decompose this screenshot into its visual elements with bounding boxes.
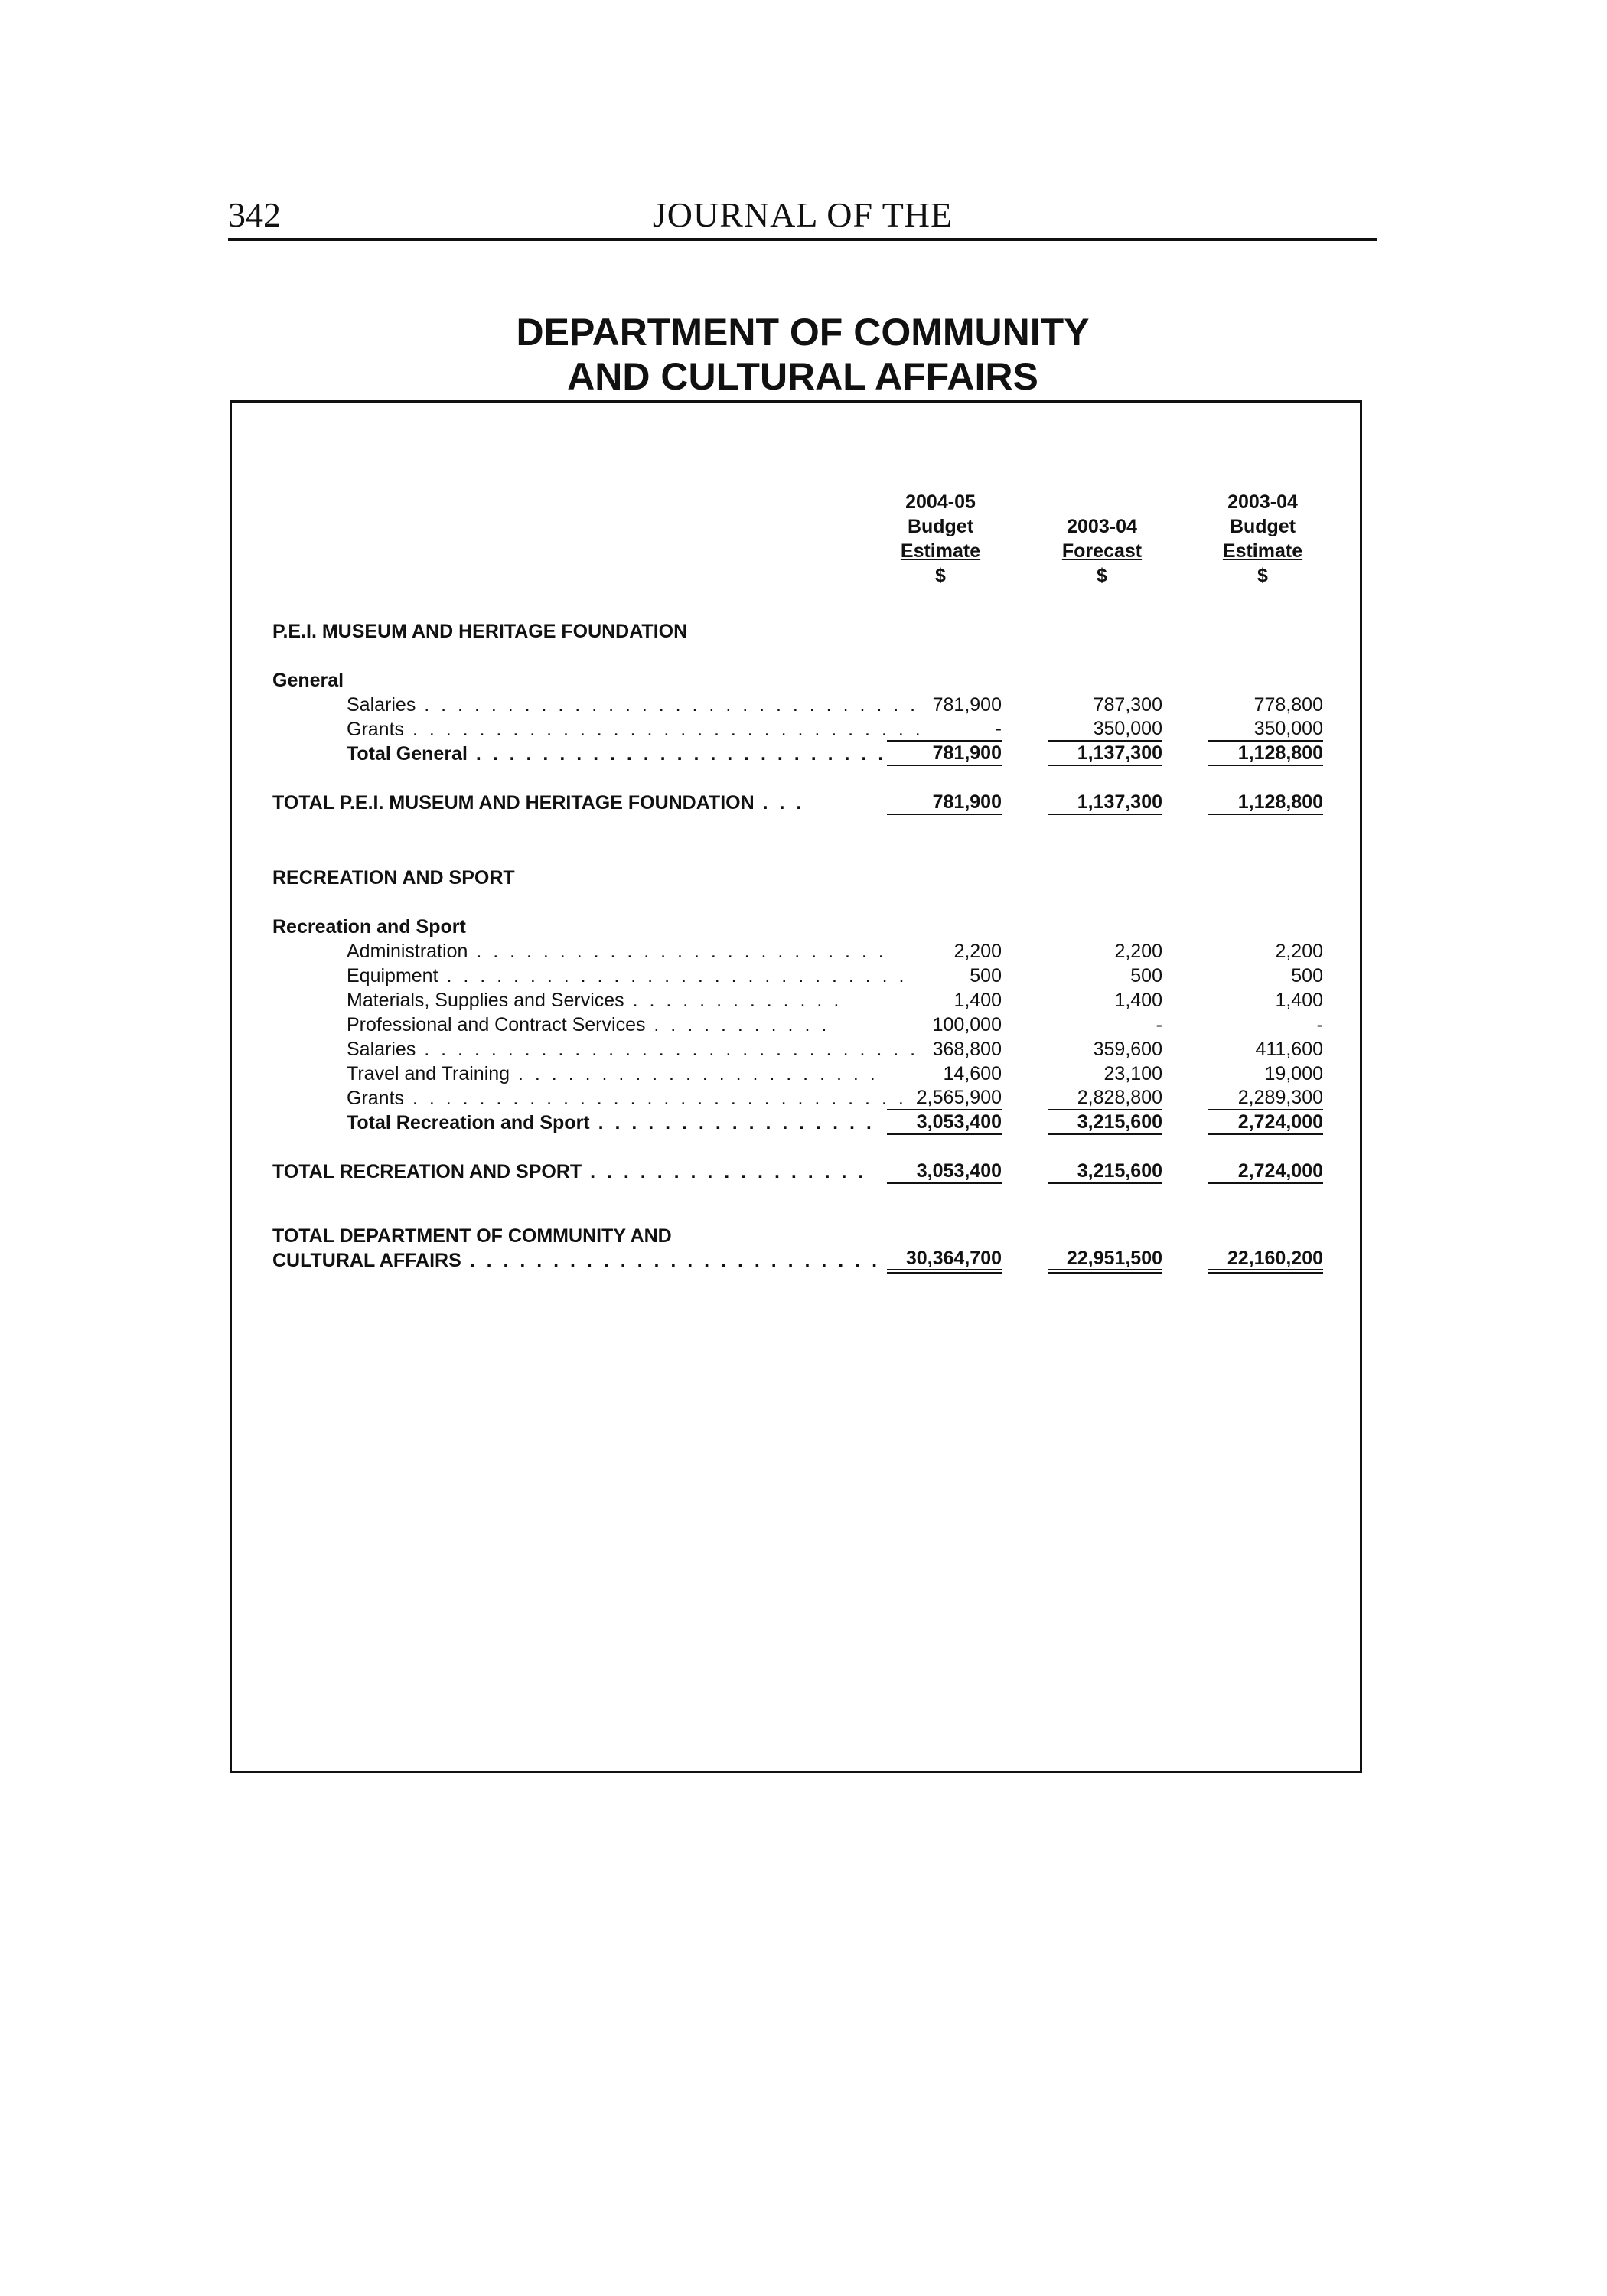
journal-title: JOURNAL OF THE: [652, 195, 953, 234]
running-header: [228, 195, 1377, 241]
amount-cell: 778,800: [1253, 694, 1323, 716]
row-label: [272, 915, 831, 939]
amount-cell: 500: [1130, 965, 1162, 987]
amount-cell: 781,900: [887, 791, 1002, 815]
leader-dots: . . . . . . . . . . . . . . . . . . . . . . . . .: [461, 1250, 881, 1271]
department-title: [228, 310, 1377, 399]
title-line-1: DEPARTMENT OF COMMUNITY: [516, 311, 1090, 354]
amount-cell: 2,200: [953, 941, 1002, 962]
amount-cell: 2,289,300: [1208, 1086, 1323, 1110]
amount-cell: 500: [1291, 965, 1323, 987]
amount-cell: 22,160,200: [1208, 1248, 1323, 1274]
table-row: [272, 1224, 1328, 1248]
leader-dots: . . . . . . . . . . . . . . . . . . . . . . . . .: [468, 941, 887, 962]
amount-cell: 350,000: [1048, 717, 1162, 742]
amount-cell: 3,053,400: [887, 1110, 1002, 1135]
amount-cell: 350,000: [1208, 717, 1323, 742]
table-row: [272, 1037, 1328, 1062]
table-row: [272, 964, 1328, 988]
amount-cell: 1,128,800: [1208, 791, 1323, 815]
table-row: [272, 1013, 1328, 1037]
row-label-text: CULTURAL AFFAIRS: [272, 1250, 461, 1271]
row-label: [272, 1248, 881, 1273]
table-row: [272, 915, 1328, 939]
leader-dots: . . . . . . . . . . . . . . . . . . . . . . . . . . . . . .: [416, 694, 919, 716]
row-label: [347, 964, 908, 988]
row-label: [347, 1037, 919, 1062]
title-line-2: AND CULTURAL AFFAIRS: [567, 355, 1038, 398]
amount-cell: -: [1316, 1014, 1323, 1035]
amount-cell: 14,600: [943, 1063, 1002, 1084]
table-row: [272, 693, 1328, 717]
row-label-text: TOTAL P.E.I. MUSEUM AND HERITAGE FOUNDATION: [272, 792, 755, 814]
row-label: [347, 1013, 831, 1037]
amount-cell: 30,364,700: [887, 1248, 1002, 1274]
table-row: [272, 1248, 1328, 1273]
amount-cell: -: [887, 717, 1002, 742]
leader-dots: . . . . . . . . . . . . . . . . . . . . . .: [510, 1063, 878, 1084]
row-label-text: Equipment: [347, 965, 438, 987]
row-label-text: Salaries: [347, 1039, 416, 1060]
page-number: 342: [228, 195, 281, 234]
table-row: [272, 1086, 1328, 1110]
table-row: [272, 1062, 1328, 1086]
amount-cell: 1,400: [1275, 990, 1323, 1011]
row-label-text: Administration: [347, 941, 468, 962]
row-label: [347, 693, 919, 717]
leader-dots: . . . . . . . . . . . . . . . . . . . . . . . . .: [467, 743, 887, 765]
amount-cell: 3,215,600: [1048, 1159, 1162, 1184]
leader-dots: . . . . . . . . . . . . .: [624, 990, 843, 1011]
row-label-text: TOTAL RECREATION AND SPORT: [272, 1161, 582, 1182]
amount-cell: 359,600: [1093, 1039, 1162, 1060]
row-label: [272, 1159, 867, 1184]
row-label: [272, 619, 831, 644]
amount-cell: 100,000: [932, 1014, 1002, 1035]
row-label: [272, 668, 831, 693]
amount-cell: 2,565,900: [887, 1086, 1002, 1110]
amount-cell: 1,137,300: [1048, 742, 1162, 766]
column-header-2003-04-estimate: 2003-04 Budget Estimate $: [1222, 491, 1303, 586]
table-row: [272, 1110, 1328, 1135]
amount-cell: 781,900: [887, 742, 1002, 766]
leader-dots: . . . . . . . . . . . . . . . . . . . . . . . . . . . .: [438, 965, 908, 987]
table-row: [272, 742, 1328, 766]
row-label: [347, 988, 843, 1013]
row-label-text: Total Recreation and Sport: [347, 1112, 590, 1133]
row-label: [272, 1224, 831, 1248]
row-label: [347, 1062, 878, 1086]
row-label: [347, 1086, 924, 1110]
amount-cell: 2,200: [1114, 941, 1162, 962]
table-row: [272, 939, 1328, 964]
row-label-text: General: [272, 670, 344, 691]
row-label-text: Total General: [347, 743, 468, 765]
leader-dots: . . . . . . . . . . .: [645, 1014, 830, 1035]
amount-cell: 411,600: [1255, 1039, 1323, 1060]
column-header-2003-04-forecast: 2003-04 Forecast $: [1061, 516, 1143, 586]
amount-cell: 3,053,400: [887, 1159, 1002, 1184]
row-label-text: TOTAL DEPARTMENT OF COMMUNITY AND: [272, 1225, 672, 1247]
table-row: [272, 717, 1328, 742]
amount-cell: 19,000: [1264, 1063, 1323, 1084]
amount-cell: 2,724,000: [1208, 1159, 1323, 1184]
row-label-text: Professional and Contract Services: [347, 1014, 646, 1035]
row-label: [347, 1110, 875, 1135]
table-row: [272, 866, 1328, 890]
amount-cell: 368,800: [932, 1039, 1002, 1060]
table-row: [272, 668, 1328, 693]
leader-dots: . . . . . . . . . . . . . . . . . . . . . . . . . . . . . . .: [404, 719, 924, 740]
amount-cell: 1,128,800: [1208, 742, 1323, 766]
amount-cell: 3,215,600: [1048, 1110, 1162, 1135]
amount-cell: 787,300: [1093, 694, 1162, 716]
leader-dots: . . . . . . . . . . . . . . . . . . . . . . . . . . . . . . .: [404, 1088, 924, 1109]
amount-cell: 1,400: [1114, 990, 1162, 1011]
row-label: [272, 866, 831, 890]
table-row: [272, 988, 1328, 1013]
row-label-text: Grants: [347, 1088, 405, 1109]
table-row: [272, 619, 1328, 644]
amount-cell: 22,951,500: [1048, 1248, 1162, 1274]
row-label: [347, 717, 924, 742]
leader-dots: . . . . . . . . . . . . . . . . . . . . . . . . . . . . . .: [416, 1039, 919, 1060]
row-label-text: P.E.I. MUSEUM AND HERITAGE FOUNDATION: [272, 621, 688, 642]
row-label-text: Salaries: [347, 694, 416, 716]
leader-dots: . . .: [754, 792, 805, 814]
row-label-text: RECREATION AND SPORT: [272, 867, 515, 889]
amount-cell: 500: [970, 965, 1002, 987]
amount-cell: 2,828,800: [1048, 1086, 1162, 1110]
row-label: [347, 939, 887, 964]
row-label-text: Recreation and Sport: [272, 916, 466, 938]
amount-cell: 1,400: [953, 990, 1002, 1011]
amount-cell: 2,200: [1275, 941, 1323, 962]
row-label: [347, 742, 887, 766]
row-label-text: Grants: [347, 719, 405, 740]
amount-cell: 2,724,000: [1208, 1110, 1323, 1135]
row-label-text: Travel and Training: [347, 1063, 510, 1084]
row-label-text: Materials, Supplies and Services: [347, 990, 624, 1011]
amount-cell: 23,100: [1103, 1063, 1162, 1084]
amount-cell: 781,900: [932, 694, 1002, 716]
table-row: [272, 1159, 1328, 1184]
leader-dots: . . . . . . . . . . . . . . . . .: [589, 1112, 875, 1133]
amount-cell: -: [1156, 1014, 1162, 1035]
table-row: [272, 791, 1328, 815]
leader-dots: . . . . . . . . . . . . . . . . .: [582, 1161, 867, 1182]
amount-cell: 1,137,300: [1048, 791, 1162, 815]
row-label: [272, 791, 831, 815]
column-header-2004-05-estimate: 2004-05 Budget Estimate $: [900, 491, 981, 586]
